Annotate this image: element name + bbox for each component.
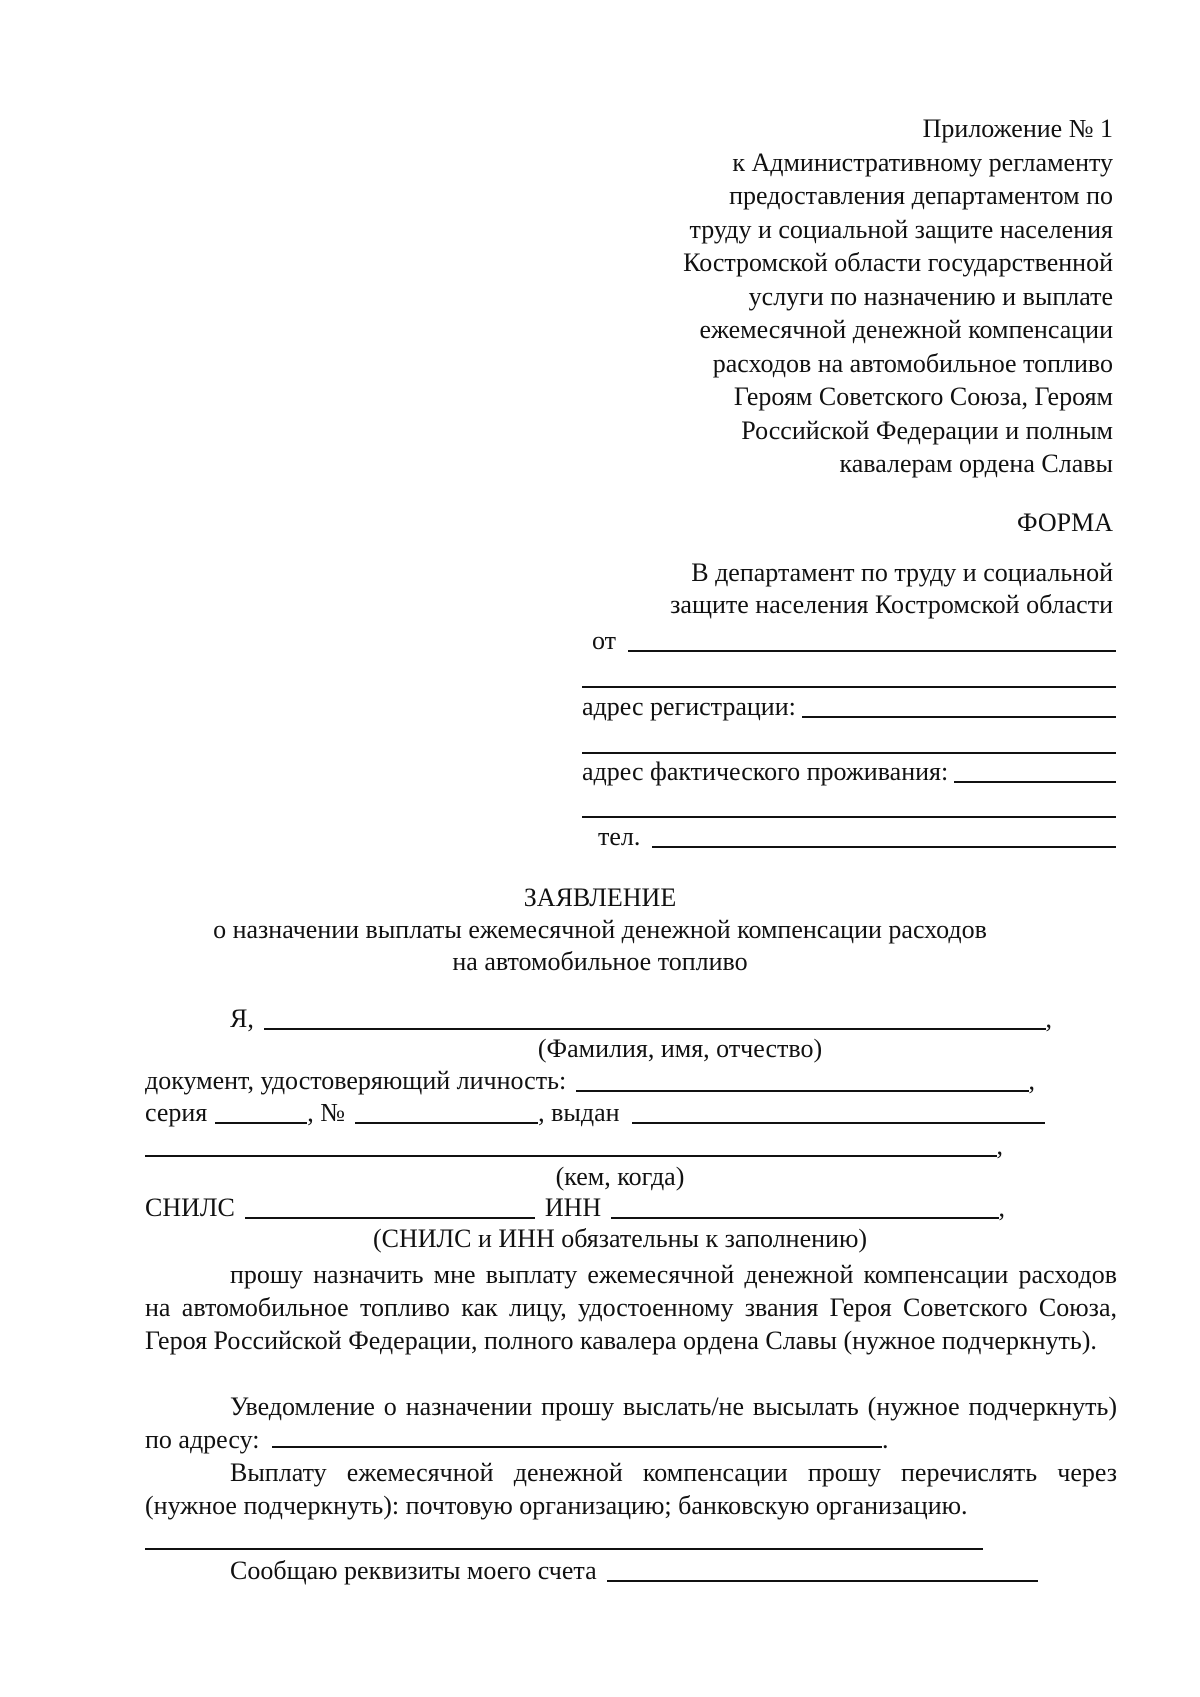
notification-address-field[interactable]	[272, 1424, 882, 1448]
inn-field[interactable]	[611, 1193, 998, 1219]
addressee	[670, 557, 1113, 621]
phone-field[interactable]	[652, 822, 1116, 848]
statement-subtitle: о назначении выплаты ежемесячной денежной компенсации расходов	[213, 915, 987, 944]
issued-continuation-row	[145, 1131, 1003, 1161]
actual-address-label: адрес фактического проживания:	[582, 757, 949, 786]
number-label: , №	[307, 1098, 346, 1127]
id-doc-label: документ, удостоверяющий личность:	[145, 1066, 567, 1095]
snils-inn-row	[145, 1193, 1005, 1223]
payment-method-paragraph: Выплату ежемесячной денежной компенсации прошу перечислять через (нужное подчеркнуть): почтовую организацию; банковскую организацию.	[145, 1458, 1117, 1520]
appendix-line: услуги по назначению и выплате	[748, 281, 1113, 311]
series-row	[145, 1098, 1045, 1128]
addressee-line: защите населения Костромской области	[670, 590, 1113, 619]
phone-label: тел.	[598, 822, 641, 851]
comma: ,	[1028, 1066, 1035, 1095]
comma: ,	[996, 1131, 1003, 1160]
appendix-line: Героям Советского Союза, Героям	[733, 382, 1113, 411]
appendix-line: труду и социальной защите населения	[689, 214, 1113, 244]
from-field[interactable]	[628, 626, 1116, 652]
account-field[interactable]	[607, 1556, 1038, 1582]
snils-inn-caption: (СНИЛС и ИНН обязательны к заполнению)	[372, 1224, 868, 1253]
notification-text: Уведомление о назначении прошу выслать/не высылать (нужное подчеркнуть) по адресу:	[145, 1392, 1117, 1454]
actual-address-field[interactable]	[954, 757, 1116, 783]
addressee-line: В департамент по труду и социальной	[691, 558, 1113, 587]
statement-subtitle: на автомобильное топливо	[452, 947, 748, 976]
phone-row	[598, 822, 1116, 852]
form-label: ФОРМА	[1017, 508, 1113, 537]
issued-field[interactable]	[632, 1098, 1045, 1124]
appendix-line: к Административному регламенту	[732, 147, 1113, 177]
comma: ,	[998, 1193, 1005, 1222]
appendix-line: предоставления департаментом по	[729, 181, 1113, 210]
id-doc-field[interactable]	[576, 1066, 1028, 1092]
appendix-line: ежемесячной денежной компенсации	[699, 315, 1113, 344]
fio-row	[230, 1004, 1052, 1034]
appendix-line: Костромской области государственной	[683, 248, 1113, 277]
account-row	[230, 1556, 1038, 1586]
id-doc-row	[145, 1066, 1035, 1096]
from-field-continuation[interactable]	[582, 686, 1116, 688]
period: .	[881, 1425, 889, 1454]
actual-address-continuation[interactable]	[582, 816, 1116, 818]
snils-field[interactable]	[245, 1193, 535, 1219]
reg-address-continuation[interactable]	[582, 752, 1116, 754]
issued-caption: (кем, когда)	[555, 1162, 685, 1191]
appendix-line: Приложение № 1	[922, 114, 1113, 143]
fio-caption: (Фамилия, имя, отчество)	[537, 1034, 823, 1063]
appendix-line: Российской Федерации и полным	[741, 415, 1113, 445]
series-label: серия	[145, 1098, 208, 1127]
statement-title	[140, 882, 1060, 978]
issued-label: , выдан	[538, 1098, 620, 1127]
request-paragraph: прошу назначить мне выплату ежемесячной денежной компенсации расходов на автомобильное топливо как лицу, удостоенному звания Героя Советского Союза, Героя Российской Федерации, полного кавалера ордена Славы (нужное подчеркнуть).	[145, 1260, 1117, 1355]
snils-label: СНИЛС	[145, 1193, 235, 1222]
actual-address-row	[582, 757, 1116, 787]
issued-continuation-field[interactable]	[145, 1131, 997, 1157]
from-label: от	[592, 626, 617, 655]
reg-address-field[interactable]	[802, 692, 1116, 718]
appendix-header	[553, 112, 1113, 481]
payment-org-field[interactable]	[145, 1548, 983, 1550]
reg-address-label: адрес регистрации:	[582, 692, 796, 721]
notification-paragraph	[145, 1390, 1117, 1456]
comma: ,	[1045, 1004, 1052, 1033]
appendix-line: расходов на автомобильное топливо	[712, 348, 1113, 378]
from-row	[592, 626, 1116, 656]
appendix-line: кавалерам ордена Славы	[839, 449, 1113, 478]
number-field[interactable]	[355, 1098, 538, 1124]
reg-address-row	[582, 692, 1116, 722]
inn-label: ИНН	[544, 1193, 602, 1222]
fio-field[interactable]	[264, 1004, 1046, 1030]
account-label: Сообщаю реквизиты моего счета	[230, 1556, 597, 1585]
series-field[interactable]	[215, 1098, 307, 1124]
statement-heading: ЗАЯВЛЕНИЕ	[523, 883, 677, 912]
i-label: Я,	[230, 1004, 254, 1033]
